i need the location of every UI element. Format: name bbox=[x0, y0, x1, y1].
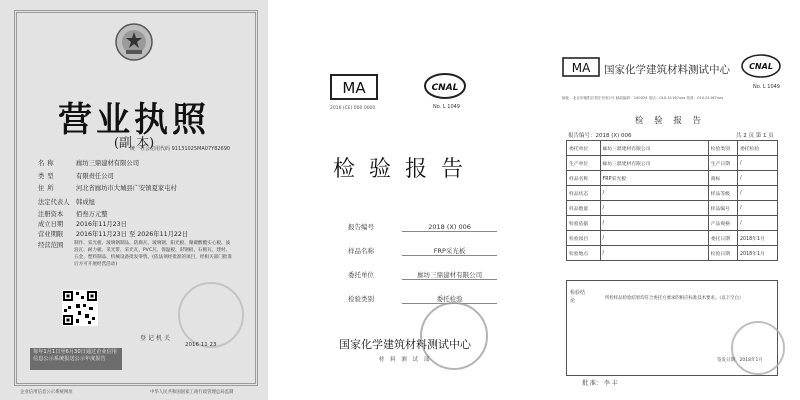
table-row: 检验依据 / 产品规格 / bbox=[567, 216, 778, 231]
registration-seal bbox=[178, 282, 244, 348]
field-label: 样品名称 bbox=[348, 247, 374, 255]
field-value: 2018 (X) 006 bbox=[402, 223, 497, 232]
conclusion-label: 检验结论 bbox=[570, 290, 586, 304]
national-emblem-icon bbox=[114, 22, 154, 62]
field-value: 委托检验 bbox=[402, 294, 497, 304]
field-label: 类型 bbox=[38, 173, 57, 180]
field-value: 廊坊三鼎建材有限公司 bbox=[402, 270, 497, 280]
cover-org-dept: 材 料 测 试 部 bbox=[378, 357, 432, 363]
report-page-panel bbox=[540, 0, 800, 400]
cover-org-name: 国家化学建筑材料测试中心 bbox=[339, 338, 471, 351]
report-cover-panel bbox=[290, 0, 520, 400]
cma-logo-icon bbox=[330, 74, 378, 106]
cnal-logo-icon bbox=[740, 52, 782, 82]
table-row: 委托单位 廊坊三鼎建材有限公司 检验类别 委托检验 bbox=[567, 141, 778, 156]
table-row: 检验项目 / 委托日期 2018年1月 bbox=[567, 231, 778, 246]
cnal-number: No. L 1049 bbox=[753, 84, 780, 90]
report-center-name: 国家化学建筑材料测试中心 bbox=[604, 64, 730, 76]
approval-signature: 批 准： 李 丰 bbox=[582, 380, 618, 387]
field-value: 廊坊三鼎建材有限公司 bbox=[76, 160, 139, 167]
license-field-capital bbox=[38, 209, 108, 218]
registration-org: 登记机关 bbox=[140, 335, 173, 342]
field-label: 注册资本 bbox=[38, 211, 64, 218]
field-label: 住所 bbox=[38, 185, 57, 192]
table-row: 生产单位 廊坊三鼎建材有限公司 生产日期 / bbox=[567, 156, 778, 171]
report-title: 检 验 报 告 bbox=[634, 116, 706, 126]
field-value: 韩成旭 bbox=[76, 199, 95, 206]
field-value: FRP采光板 bbox=[402, 246, 497, 256]
license-field-type bbox=[38, 171, 114, 180]
cma-logo-icon bbox=[562, 57, 600, 81]
license-title: 营业执照 bbox=[58, 100, 210, 140]
svg-text:MA: MA bbox=[342, 79, 366, 97]
field-label: 检验类别 bbox=[348, 295, 374, 303]
cover-field-client bbox=[348, 270, 497, 280]
cma-number: 2016 (CE) 000 0000 bbox=[330, 106, 376, 111]
business-scope-text: 制作、采光板、玻璃钢制品、防腐瓦、玻璃钢、阳光板、聚碳酸酯实心板、波浪瓦、耐力板、采光带、采光瓦、PVC瓦、保温板、彩钢板、石棉瓦、建材、五金、塑料制品、机械设备批发零售。(依法须经批准的项目，经相关部门批准后方可开展经营活动) bbox=[74, 241, 232, 267]
svg-text:MA: MA bbox=[571, 61, 591, 75]
field-label: 经营范围 bbox=[38, 242, 64, 249]
report-address: 地址：北京市朝阳区管庄东里1号 邮政编码：100024 电话：010-51167xxx 传真：010-51167xxx bbox=[562, 96, 724, 100]
conclusion-date: 签发日期：2018年1月 bbox=[717, 358, 763, 363]
conclusion-box bbox=[566, 280, 778, 376]
page-info: 共 2 页 第 1 页 bbox=[736, 133, 774, 139]
cnal-number: No. L 1049 bbox=[433, 104, 460, 110]
qr-code-icon bbox=[62, 290, 98, 326]
table-row: 样品数量 / 样品编号 / bbox=[567, 201, 778, 216]
field-value: 2016年11月23日 至 2026年11月22日 bbox=[76, 231, 189, 238]
table-row: 检验地点 / 检验日期 2018年1月 bbox=[567, 246, 778, 261]
svg-text:CNAL: CNAL bbox=[749, 62, 773, 71]
business-license-panel bbox=[0, 0, 268, 400]
license-field-representative bbox=[38, 197, 95, 206]
test-center-seal bbox=[731, 321, 785, 375]
report-number: 报告编号：2018 (X) 006 bbox=[568, 133, 632, 139]
svg-text:CNAL: CNAL bbox=[431, 83, 459, 93]
table-row: 样品状态 / 样品等级 / bbox=[567, 186, 778, 201]
cover-field-category bbox=[348, 294, 497, 304]
annual-report-stamp: 每年1月1日至6月30日通过企业信用信息公示系统报送公示年度报告 bbox=[30, 348, 122, 370]
credit-code: 统一社会信用代码 91131025MA07Y82690 bbox=[130, 146, 231, 152]
registration-date: 2016 11 23 bbox=[185, 342, 217, 348]
license-footer-right: 中华人民共和国国家工商行政管理总局监制 bbox=[150, 390, 234, 395]
field-value: 2016年11月23日 bbox=[76, 221, 127, 228]
table-row: 样品名称 FRP采光板 商标 / bbox=[567, 171, 778, 186]
license-field-name bbox=[38, 158, 139, 167]
field-label: 成立日期 bbox=[38, 221, 64, 228]
conclusion-text: 所检样品检验结果均符合委托方要求的相应标准技术要求。（以下空白） bbox=[605, 296, 744, 301]
cover-field-sample bbox=[348, 246, 497, 256]
cover-field-report-no bbox=[348, 222, 497, 232]
field-value: 有限责任公司 bbox=[76, 173, 114, 180]
license-field-address bbox=[38, 183, 177, 192]
field-label: 委托单位 bbox=[348, 271, 374, 279]
field-label: 名称 bbox=[38, 160, 57, 167]
license-field-term bbox=[38, 229, 188, 238]
license-field-established bbox=[38, 219, 127, 228]
cnal-logo-icon bbox=[422, 72, 468, 104]
field-value: 河北省廊坊市大城县广安镇夏家屯村 bbox=[76, 185, 177, 192]
license-subtitle: (副 本) bbox=[113, 136, 155, 151]
field-label: 营业期限 bbox=[38, 231, 64, 238]
field-label: 法定代表人 bbox=[38, 199, 70, 206]
field-value: 佰叁万元整 bbox=[76, 211, 108, 218]
license-field-scope-label bbox=[38, 240, 74, 249]
report-info-table bbox=[566, 140, 778, 261]
field-label: 报告编号 bbox=[348, 223, 374, 231]
license-footer-left: 企业信用信息公示系统网址 bbox=[20, 390, 73, 395]
cover-title: 检验报告 bbox=[332, 157, 477, 182]
